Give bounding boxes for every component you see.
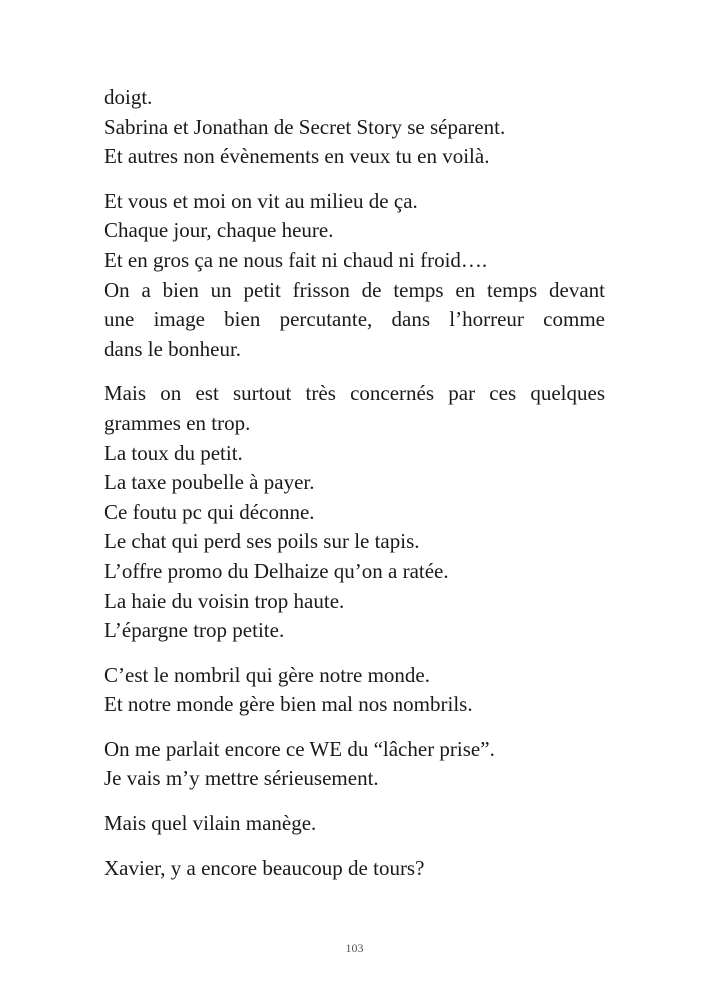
text-line: Mais quel vilain manège. [104, 811, 317, 836]
text-line: Ce foutu pc qui déconne. [104, 499, 315, 524]
paragraph [104, 661, 605, 720]
text-line: La taxe poubelle à payer. [104, 470, 315, 495]
text-line: Xavier, y a encore beaucoup de tours? [104, 855, 425, 880]
text-line: L’offre promo du Delhaize qu’on a ratée. [104, 558, 449, 583]
text-line: On me parlait encore ce WE du “lâcher prise”. [104, 736, 495, 761]
text-line: grammes en trop. [104, 410, 251, 435]
text-line: une image bien percutante, dans l’horreur comme [104, 307, 605, 332]
paragraph [104, 854, 605, 884]
paragraph [104, 83, 605, 172]
paragraph [104, 735, 605, 794]
text-line: C’est le nombril qui gère notre monde. [104, 662, 431, 687]
text-line: Et notre monde gère bien mal nos nombrils. [104, 692, 473, 717]
paragraph [104, 809, 605, 839]
text-line: doigt. [104, 85, 153, 109]
text-line: L’épargne trop petite. [104, 618, 285, 643]
text-line: Le chat qui perd ses poils sur le tapis. [104, 529, 420, 554]
text-line: Sabrina et Jonathan de Secret Story se séparent. [104, 114, 506, 139]
page-body [104, 83, 605, 898]
text-line: Et en gros ça ne nous fait ni chaud ni froid…. [104, 247, 488, 272]
text-line: Et vous et moi on vit au milieu de ça. [104, 188, 418, 213]
text-line: Je vais m’y mettre sérieusement. [104, 766, 379, 791]
text-line: La toux du petit. [104, 440, 243, 465]
text-line: dans le bonheur. [104, 336, 242, 361]
text-line: On a bien un petit frisson de temps en temps devant [104, 277, 605, 302]
text-line: Mais on est surtout très concernés par ces quelques [104, 381, 605, 406]
paragraph [104, 187, 605, 365]
page-number: 103 [345, 941, 364, 955]
paragraph [104, 379, 605, 645]
text-line: La haie du voisin trop haute. [104, 588, 345, 613]
text-line: Chaque jour, chaque heure. [104, 218, 334, 243]
text-line: Et autres non évènements en veux tu en voilà. [104, 144, 490, 169]
